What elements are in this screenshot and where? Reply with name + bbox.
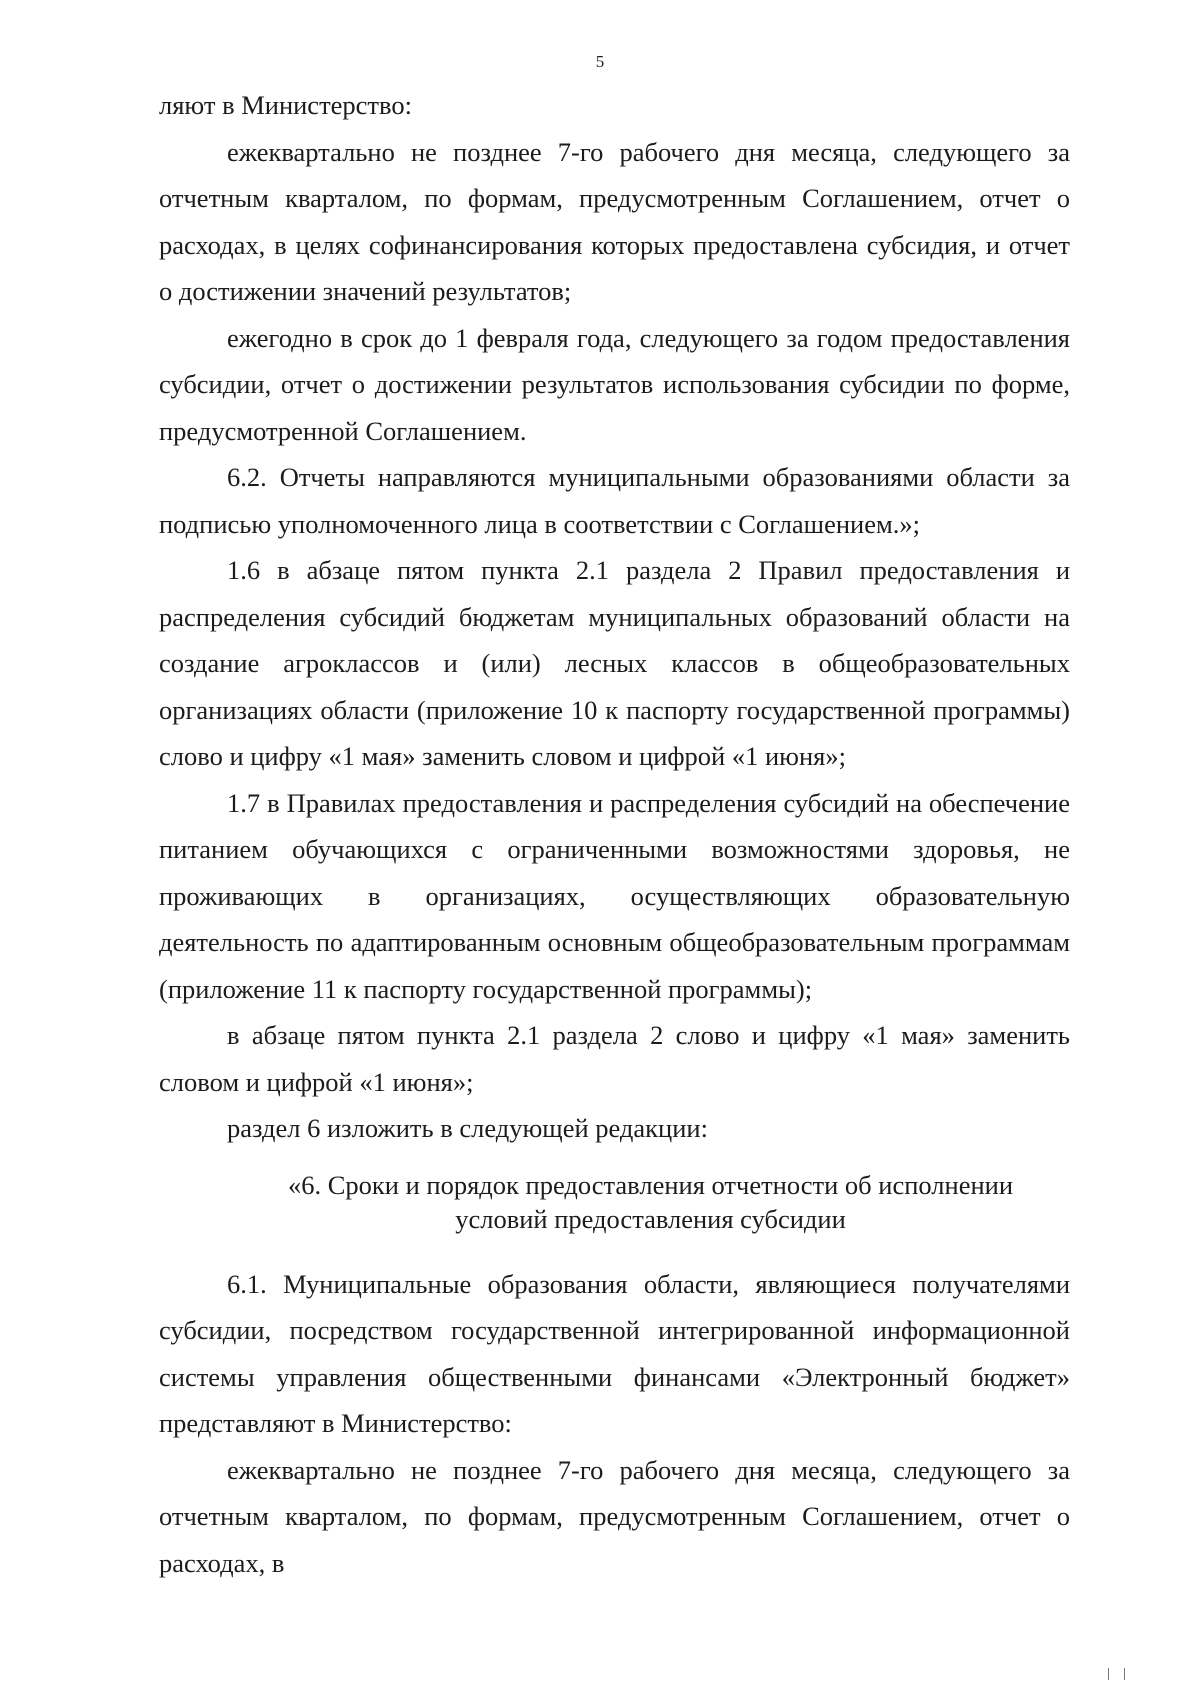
page-number: 5 [595, 52, 605, 71]
paragraph-continuation: ляют в Министерство: [159, 90, 412, 120]
section-heading-line: «6. Сроки и порядок предоставления отчетности об исполнении [288, 1169, 1013, 1200]
paragraph: 6.1. Муниципальные образования области, являющиеся получателями субсидии, посредством государственной интегрированной информационной системы управления общественными финансами «Электронный бюджет» представляют в Министерство: [159, 1268, 1070, 1438]
paragraph: ежеквартально не позднее 7-го рабочего дня месяца, следующего за отчетным кварталом, по формам, предусмотренным Соглашением, отчет о расходах, в [159, 1454, 1070, 1578]
paragraph: в абзаце пятом пункта 2.1 раздела 2 слово и цифру «1 мая» заменить словом и цифрой «1 июня»; [159, 1020, 1070, 1097]
section-heading [159, 1168, 1070, 1236]
scan-mark [1108, 1668, 1109, 1680]
paragraph: раздел 6 изложить в следующей редакции: [227, 1113, 708, 1143]
paragraph: 1.6 в абзаце пятом пункта 2.1 раздела 2 Правил предоставления и распределения субсидий бюджетам муниципальных образований области на создание агроклассов и (или) лесных классов в общеобразовательных организациях области (приложение 10 к паспорту государственной программы) слово и цифру «1 мая» заменить словом и цифрой «1 июня»; [159, 555, 1070, 771]
paragraph: 6.2. Отчеты направляются муниципальными образованиями области за подписью уполномоченного лица в соответствии с Соглашением.»; [159, 462, 1070, 539]
document-body [159, 82, 1070, 1586]
paragraph: ежеквартально не позднее 7-го рабочего дня месяца, следующего за отчетным кварталом, по формам, предусмотренным Соглашением, отчет о расходах, в целях софинансирования которых предоставлена субсидия, и отчет о достижении значений результатов; [159, 136, 1070, 306]
paragraph: 1.7 в Правилах предоставления и распределения субсидий на обеспечение питанием обучающихся с ограниченными возможностями здоровья, не проживающих в организациях, осуществляющих образовательную деятельность по адаптированным основным общеобразовательным программам (приложение 11 к паспорту государственной программы); [159, 787, 1070, 1004]
section-heading-line: условий предоставления субсидии [455, 1203, 846, 1234]
paragraph: ежегодно в срок до 1 февраля года, следующего за годом предоставления субсидии, отчет о достижении результатов использования субсидии по форме, предусмотренной Соглашением. [159, 322, 1070, 446]
scan-mark [1124, 1668, 1125, 1680]
